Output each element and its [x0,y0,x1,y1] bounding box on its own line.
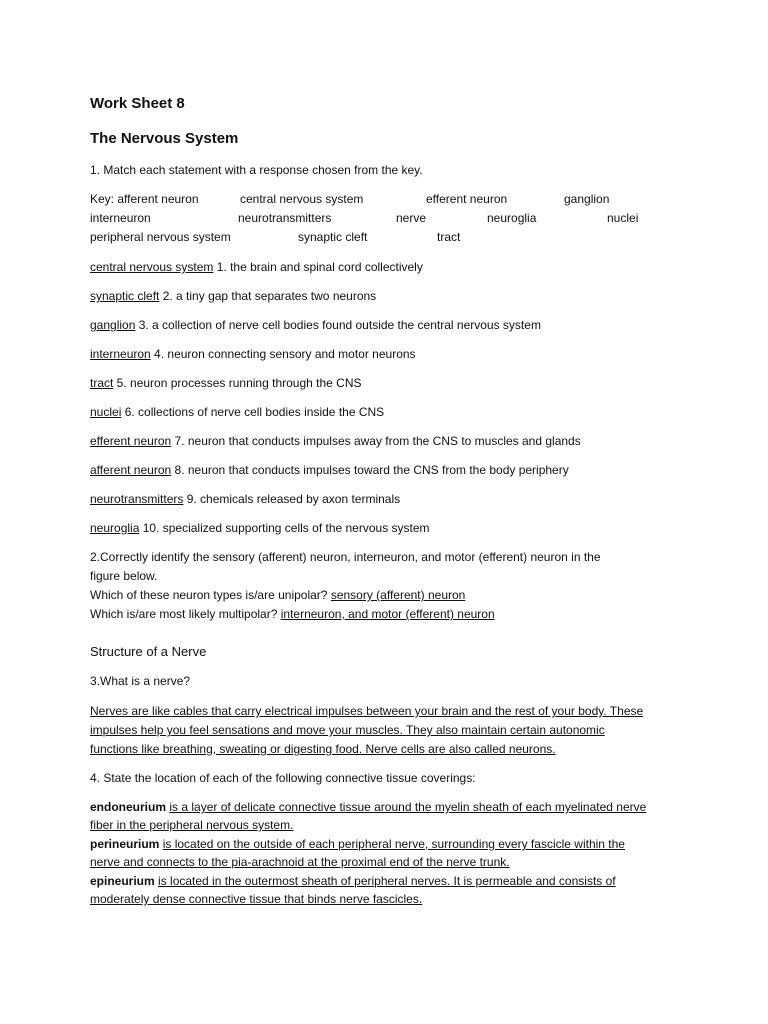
key-term: ganglion [564,192,610,206]
q3-answer-line: functions like breathing, sweating or digesting food. Nerve cells are also called neurons. [90,742,556,756]
q2-question: Which of these neuron types is/are unipolar? [90,588,331,602]
match-item [90,491,400,507]
q3-answer-line: impulses help you feel sensations and move your muscles. They also maintain certain autonomic [90,723,605,737]
key-term: tract [437,230,461,244]
key-term: neurotransmitters [238,211,332,225]
match-statement: 2. a tiny gap that separates two neurons [159,289,377,303]
worksheet-subtitle: The Nervous System [90,130,239,147]
key-term: peripheral nervous system [90,230,231,244]
match-statement: 8. neuron that conducts impulses toward the CNS from the body periphery [171,463,569,477]
q2-multipolar [90,606,495,622]
key-term: Key: afferent neuron [90,192,199,206]
epineurium-line-2: moderately dense connective tissue that binds nerve fascicles. [90,892,423,906]
match-item [90,346,416,362]
q4-prompt: 4. State the location of each of the following connective tissue coverings: [90,771,476,785]
worksheet-title: Work Sheet 8 [90,95,185,112]
term-label: endoneurium [90,800,167,814]
match-answer: efferent neuron [90,434,172,448]
term-label: perineurium [90,837,160,851]
endoneurium-line-2: fiber in the peripheral nervous system. [90,818,294,832]
epineurium-line [90,873,616,889]
key-term: interneuron [90,211,151,225]
term-label: epineurium [90,874,155,888]
match-answer: neurotransmitters [90,492,184,506]
endoneurium-line [90,799,646,815]
match-statement: 1. the brain and spinal cord collectively [213,260,423,274]
match-answer: ganglion [90,318,136,332]
key-term: neuroglia [487,211,537,225]
q2-answer: interneuron, and motor (efferent) neuron [280,607,495,621]
match-answer: neuroglia [90,521,140,535]
perineurium-line-2: nerve and connects to the pia-arachnoid at the proximal end of the nerve trunk. [90,855,510,869]
match-statement: 3. a collection of nerve cell bodies found outside the central nervous system [135,318,541,332]
match-item [90,288,376,304]
match-statement: 6. collections of nerve cell bodies inside the CNS [121,405,385,419]
match-answer: synaptic cleft [90,289,160,303]
key-term: nerve [396,211,427,225]
q3-answer-line: Nerves are like cables that carry electrical impulses between your brain and the rest of your body. These [90,704,644,718]
match-statement: 9. chemicals released by axon terminals [183,492,401,506]
match-answer: afferent neuron [90,463,172,477]
key-term: efferent neuron [426,192,508,206]
match-item [90,404,384,420]
q2-unipolar [90,587,465,603]
match-answer: central nervous system [90,260,214,274]
match-statement: 10. specialized supporting cells of the nervous system [139,521,430,535]
q3-prompt: 3.What is a nerve? [90,674,191,688]
q2-line: figure below. [90,569,158,583]
q2-line: 2.Correctly identify the sensory (afferent) neuron, interneuron, and motor (efferent) neuron in the [90,550,601,564]
term-answer: is located on the outside of each peripheral nerve, surrounding every fascicle within the [162,837,625,851]
key-term: nuclei [607,211,639,225]
match-answer: interneuron [90,347,151,361]
term-answer: is located in the outermost sheath of peripheral nerves. It is permeable and consists of [158,874,616,888]
key-term: central nervous system [240,192,364,206]
match-answer: tract [90,376,114,390]
match-item [90,462,569,478]
match-item [90,375,362,391]
match-answer: nuclei [90,405,122,419]
match-statement: 5. neuron processes running through the CNS [113,376,362,390]
q1-prompt: 1. Match each statement with a response chosen from the key. [90,163,423,177]
match-statement: 7. neuron that conducts impulses away from the CNS to muscles and glands [171,434,581,448]
q2-answer: sensory (afferent) neuron [330,588,466,602]
section-heading: Structure of a Nerve [90,644,207,659]
perineurium-line [90,836,625,852]
match-statement: 4. neuron connecting sensory and motor neurons [150,347,416,361]
q2-question: Which is/are most likely multipolar? [90,607,281,621]
match-item [90,317,541,333]
key-term: synaptic cleft [298,230,368,244]
match-item [90,520,430,536]
match-item [90,433,581,449]
match-item [90,259,423,275]
term-answer: is a layer of delicate connective tissue around the myelin sheath of each myelinated nerve [169,800,647,814]
